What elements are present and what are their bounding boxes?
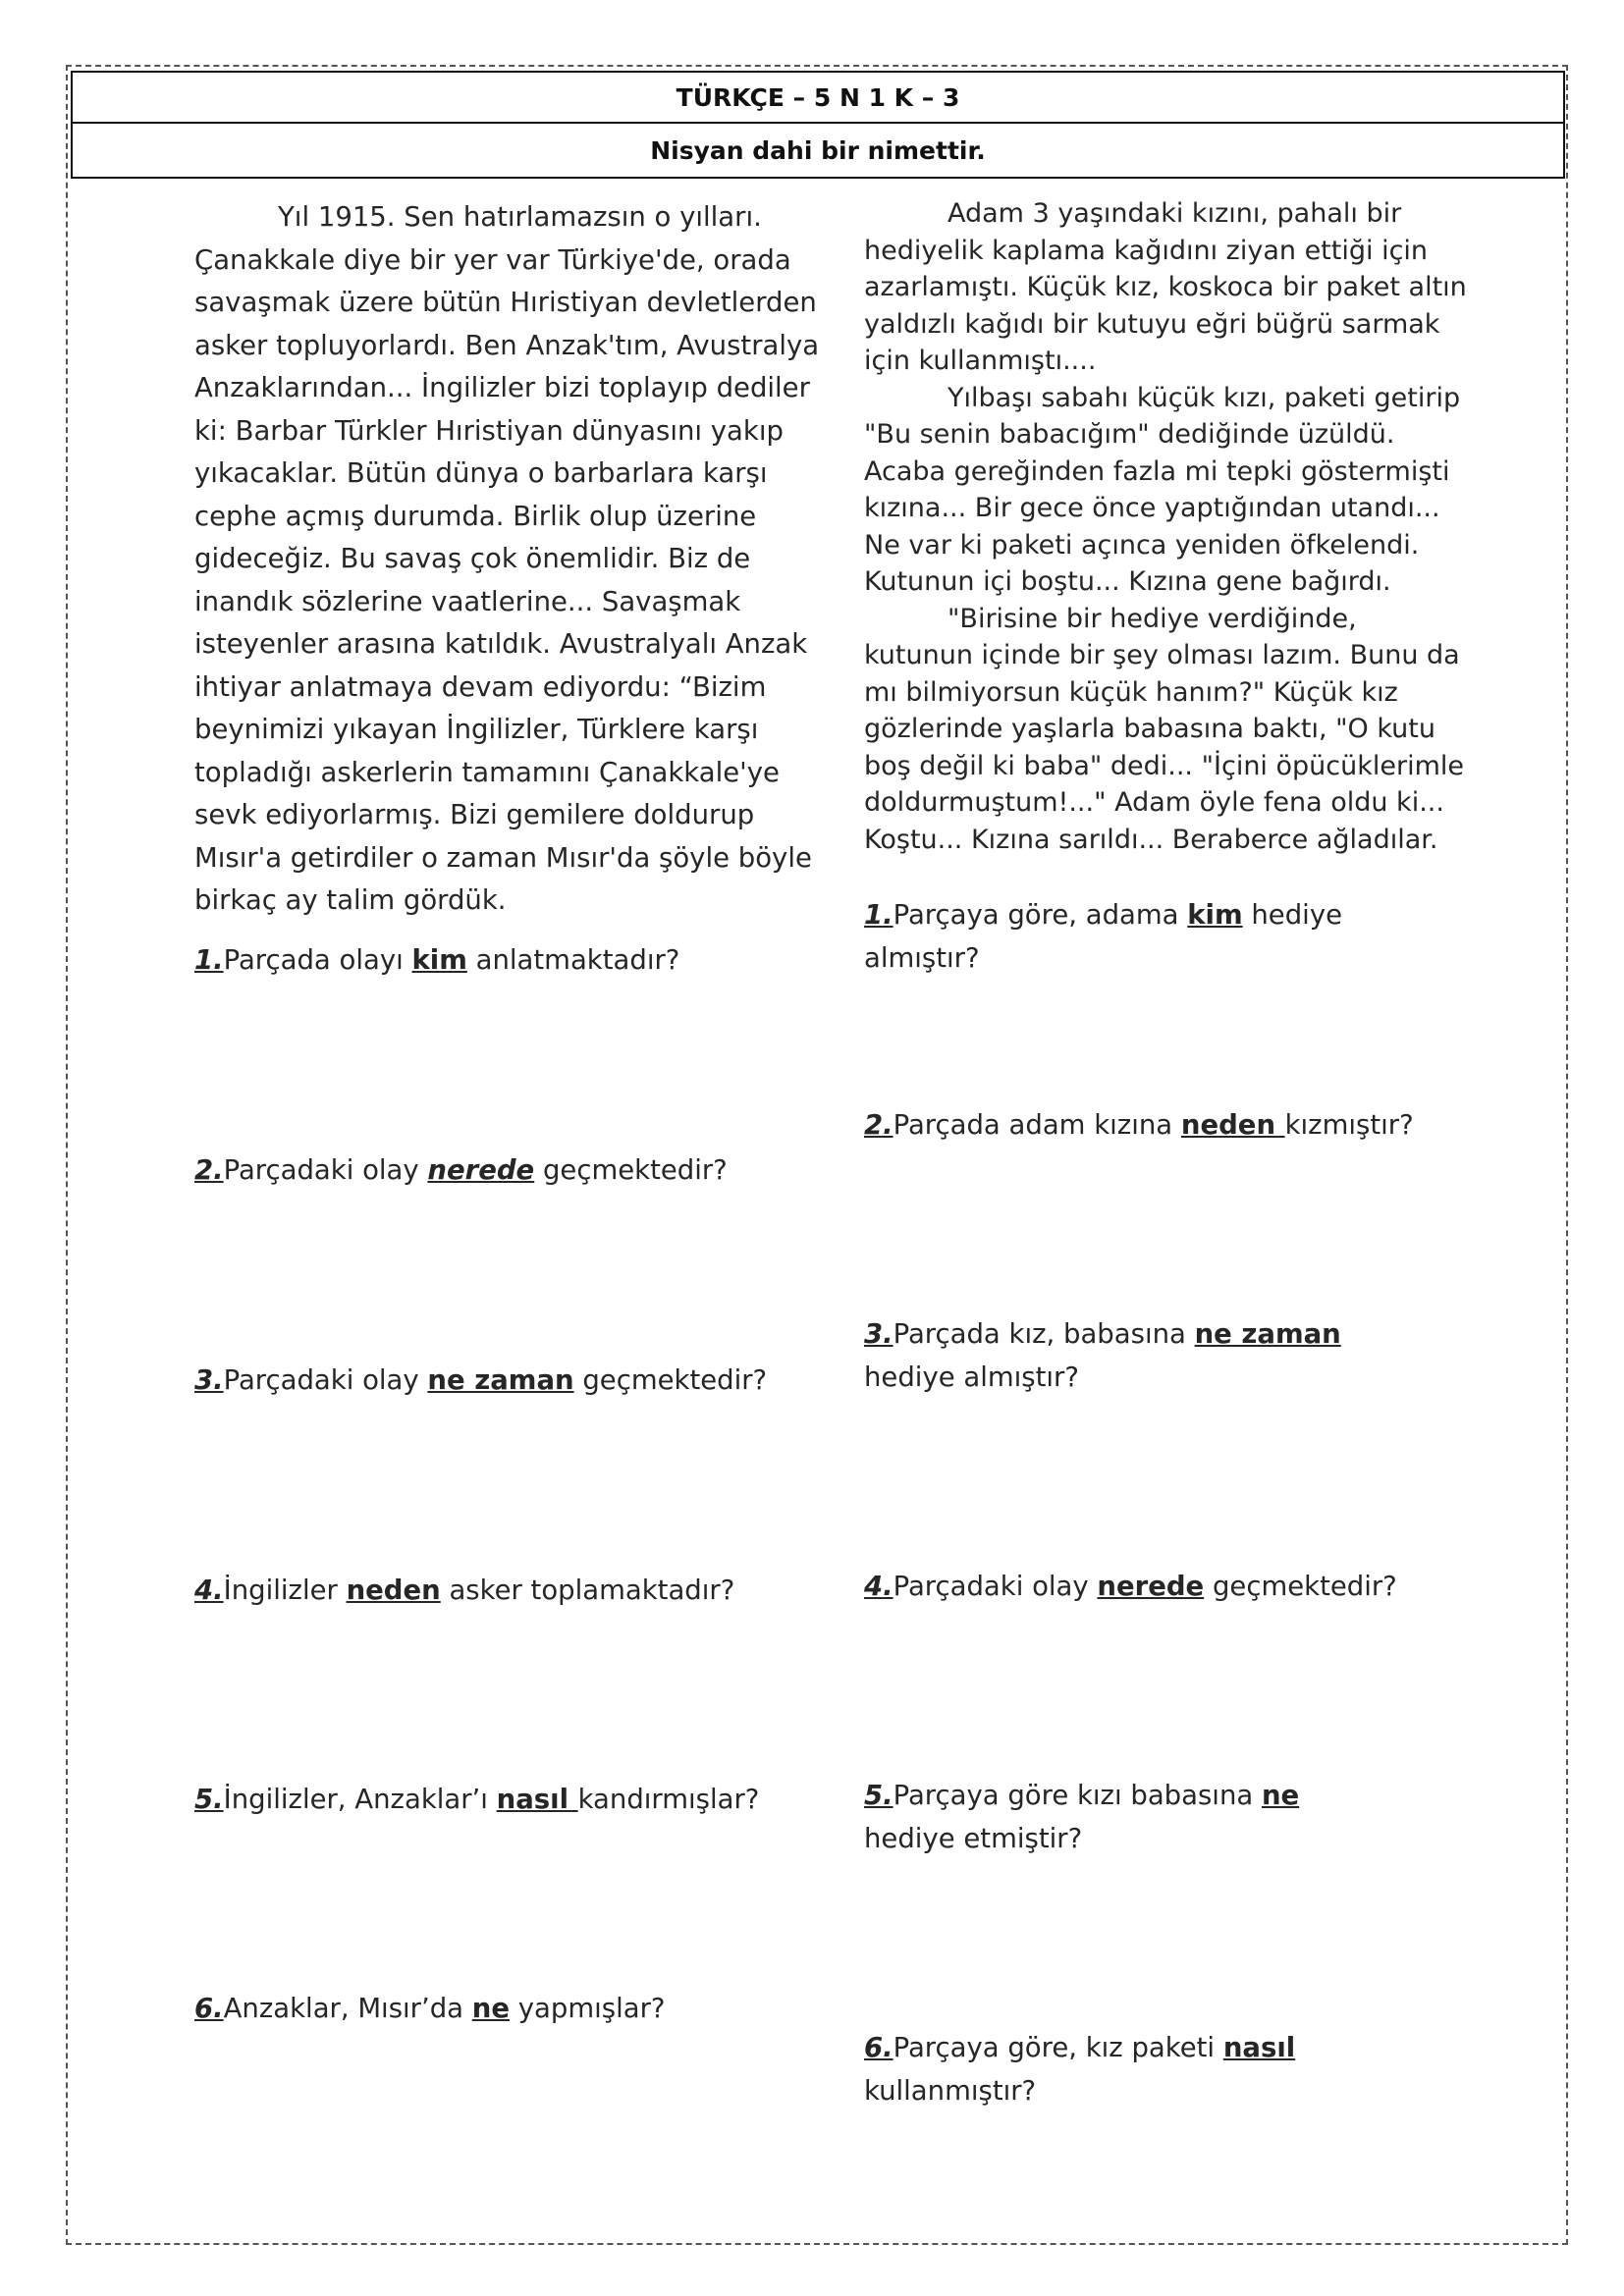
- question-keyword: ne zaman: [1194, 1318, 1341, 1350]
- question-keyword: nasıl: [496, 1784, 578, 1815]
- right-paragraph-3: "Birisine bir hediye verdiğinde, kutunun içinde bir şey olması lazım. Bunu da mı bilmiyorsun küçük hanım?" Küçük kız gözlerinde yaşlarla babasına baktı, "O kutu boş değil ki baba" dedi... "İçini öpücüklerimle doldurmuştum!..." Adam öyle fena oldu ki... Koştu... Kızına sarıldı... Beraberce ağladılar.: [864, 603, 1465, 855]
- question-number: 3.: [194, 1364, 224, 1396]
- worksheet-subtitle: Nisyan dahi bir nimettir.: [71, 124, 1565, 179]
- question-number: 3.: [864, 1318, 893, 1350]
- right-question-3: 3.Parçada kız, babasına ne zaman hediye almıştır?: [864, 1318, 1341, 1393]
- question-number: 2.: [864, 1109, 893, 1141]
- question-keyword: neden: [1180, 1109, 1285, 1141]
- worksheet-title: TÜRKÇE – 5 N 1 K – 3: [71, 71, 1565, 124]
- question-keyword: ne: [1261, 1780, 1300, 1811]
- question-number: 6.: [864, 2032, 893, 2063]
- question-keyword: nerede: [427, 1154, 535, 1186]
- left-question-5: 5.İngilizler, Anzaklar’ı nasıl kandırmışlar?: [194, 1784, 760, 1815]
- left-passage: [194, 196, 823, 923]
- question-number: 4.: [194, 1575, 224, 1606]
- question-keyword: ne: [471, 1993, 510, 2024]
- question-keyword: nerede: [1097, 1571, 1205, 1602]
- left-question-6: 6.Anzaklar, Mısır’da ne yapmışlar?: [194, 1993, 666, 2024]
- right-question-6: 6.Parçaya göre, kız paketi nasıl kullanmıştır?: [864, 2032, 1296, 2107]
- left-question-3: 3.Parçadaki olay ne zaman geçmektedir?: [194, 1364, 768, 1396]
- question-keyword: ne zaman: [427, 1364, 574, 1396]
- right-paragraph-1: Adam 3 yaşındaki kızını, pahalı bir hediyelik kaplama kağıdını ziyan ettiği için azarlamıştı. Küçük kız, koskoca bir paket altın yaldızlı kağıdı bir kutuyu eğri büğrü sarmak için kullanmıştı....: [864, 198, 1467, 376]
- left-question-4: 4.İngilizler neden asker toplamaktadır?: [194, 1575, 735, 1606]
- right-question-1: 1.Parçaya göre, adama kim hediye almıştır?: [864, 899, 1343, 974]
- right-question-2: 2.Parçada adam kızına neden kızmıştır?: [864, 1109, 1414, 1141]
- right-paragraph-2: Yılbaşı sabahı küçük kızı, paketi getirip "Bu senin babacığım" dediğinde üzüldü. Acaba gereğinden fazla mi tepki göstermişti kızına... Bir gece önce yaptığından utandı... Ne var ki paketi açınca yeniden öfkelendi. Kutunun içi boştu... Kızına gene bağırdı.: [864, 382, 1461, 597]
- question-keyword: kim: [411, 944, 467, 976]
- left-question-1: 1.Parçada olayı kim anlatmaktadır?: [194, 944, 680, 976]
- left-question-2: 2.Parçadaki olay nerede geçmektedir?: [194, 1154, 728, 1186]
- question-number: 4.: [864, 1571, 893, 1602]
- right-question-5: 5.Parçaya göre kızı babasına ne hediye etmiştir?: [864, 1780, 1300, 1854]
- question-keyword: nasıl: [1222, 2032, 1296, 2063]
- question-number: 1.: [194, 944, 224, 976]
- right-question-4: 4.Parçadaki olay nerede geçmektedir?: [864, 1571, 1397, 1602]
- question-keyword: neden: [346, 1575, 441, 1606]
- question-number: 1.: [864, 899, 893, 931]
- question-keyword: kim: [1187, 899, 1243, 931]
- question-number: 5.: [194, 1784, 224, 1815]
- question-number: 6.: [194, 1993, 224, 2024]
- question-number: 2.: [194, 1154, 224, 1186]
- right-passage: [864, 195, 1473, 858]
- left-passage-text: Yıl 1915. Sen hatırlamazsın o yılları. Çanakkale diye bir yer var Türkiye'de, orada savaşmak üzere bütün Hıristiyan devletlerden asker topluyorlardı. Ben Anzak'tım, Avustralya Anzaklarından... İngilizler bizi toplayıp dediler ki: Barbar Türkler Hıristiyan dünyasını yakıp yıkacaklar. Bütün dünya o barbarlara karşı cephe açmış durumda. Birlik olup üzerine gideceğiz. Bu savaş çok önemlidir. Biz de inandık sözlerine vaatlerine... Savaşmak isteyenler arasına katıldık. Avustralyalı Anzak ihtiyar anlatmaya devam ediyordu: “Bizim beynimizi yıkayan İngilizler, Türklere karşı topladığı askerlerin tamamını Çanakkale'ye sevk ediyorlarmış. Bizi gemilere doldurup Mısır'a getirdiler o zaman Mısır'da şöyle böyle birkaç ay talim gördük.: [194, 201, 820, 916]
- question-number: 5.: [864, 1780, 893, 1811]
